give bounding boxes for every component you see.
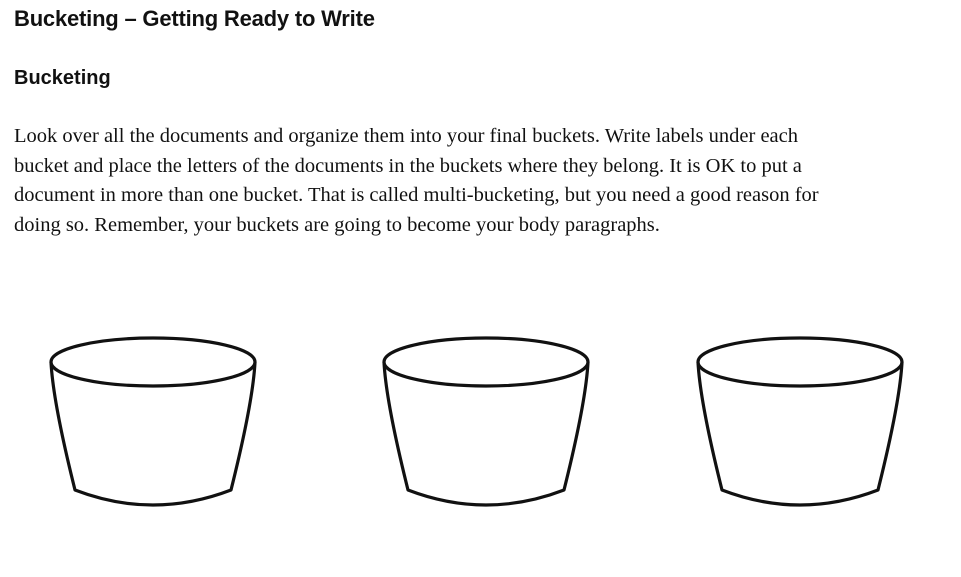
bucket-2 [376,330,596,525]
bucket-1 [43,330,263,525]
bucket-icon [43,330,263,525]
bucket-icon [690,330,910,525]
bucket-icon [376,330,596,525]
instructions-paragraph: Look over all the documents and organize them into your final buckets. Write labels under each bucket and place the letters of the documents in the buckets where they belong. It is OK to put a document in more than one bucket. That is called multi-bucketing, but you need a good reason for doing so. Remember, your buckets are going to become your body paragraphs. [14,125,819,236]
section-heading: Bucketing [14,67,111,89]
page-title: Bucketing – Getting Ready to Write [14,6,375,31]
bucket-3 [690,330,910,525]
bucket-row [0,330,961,530]
